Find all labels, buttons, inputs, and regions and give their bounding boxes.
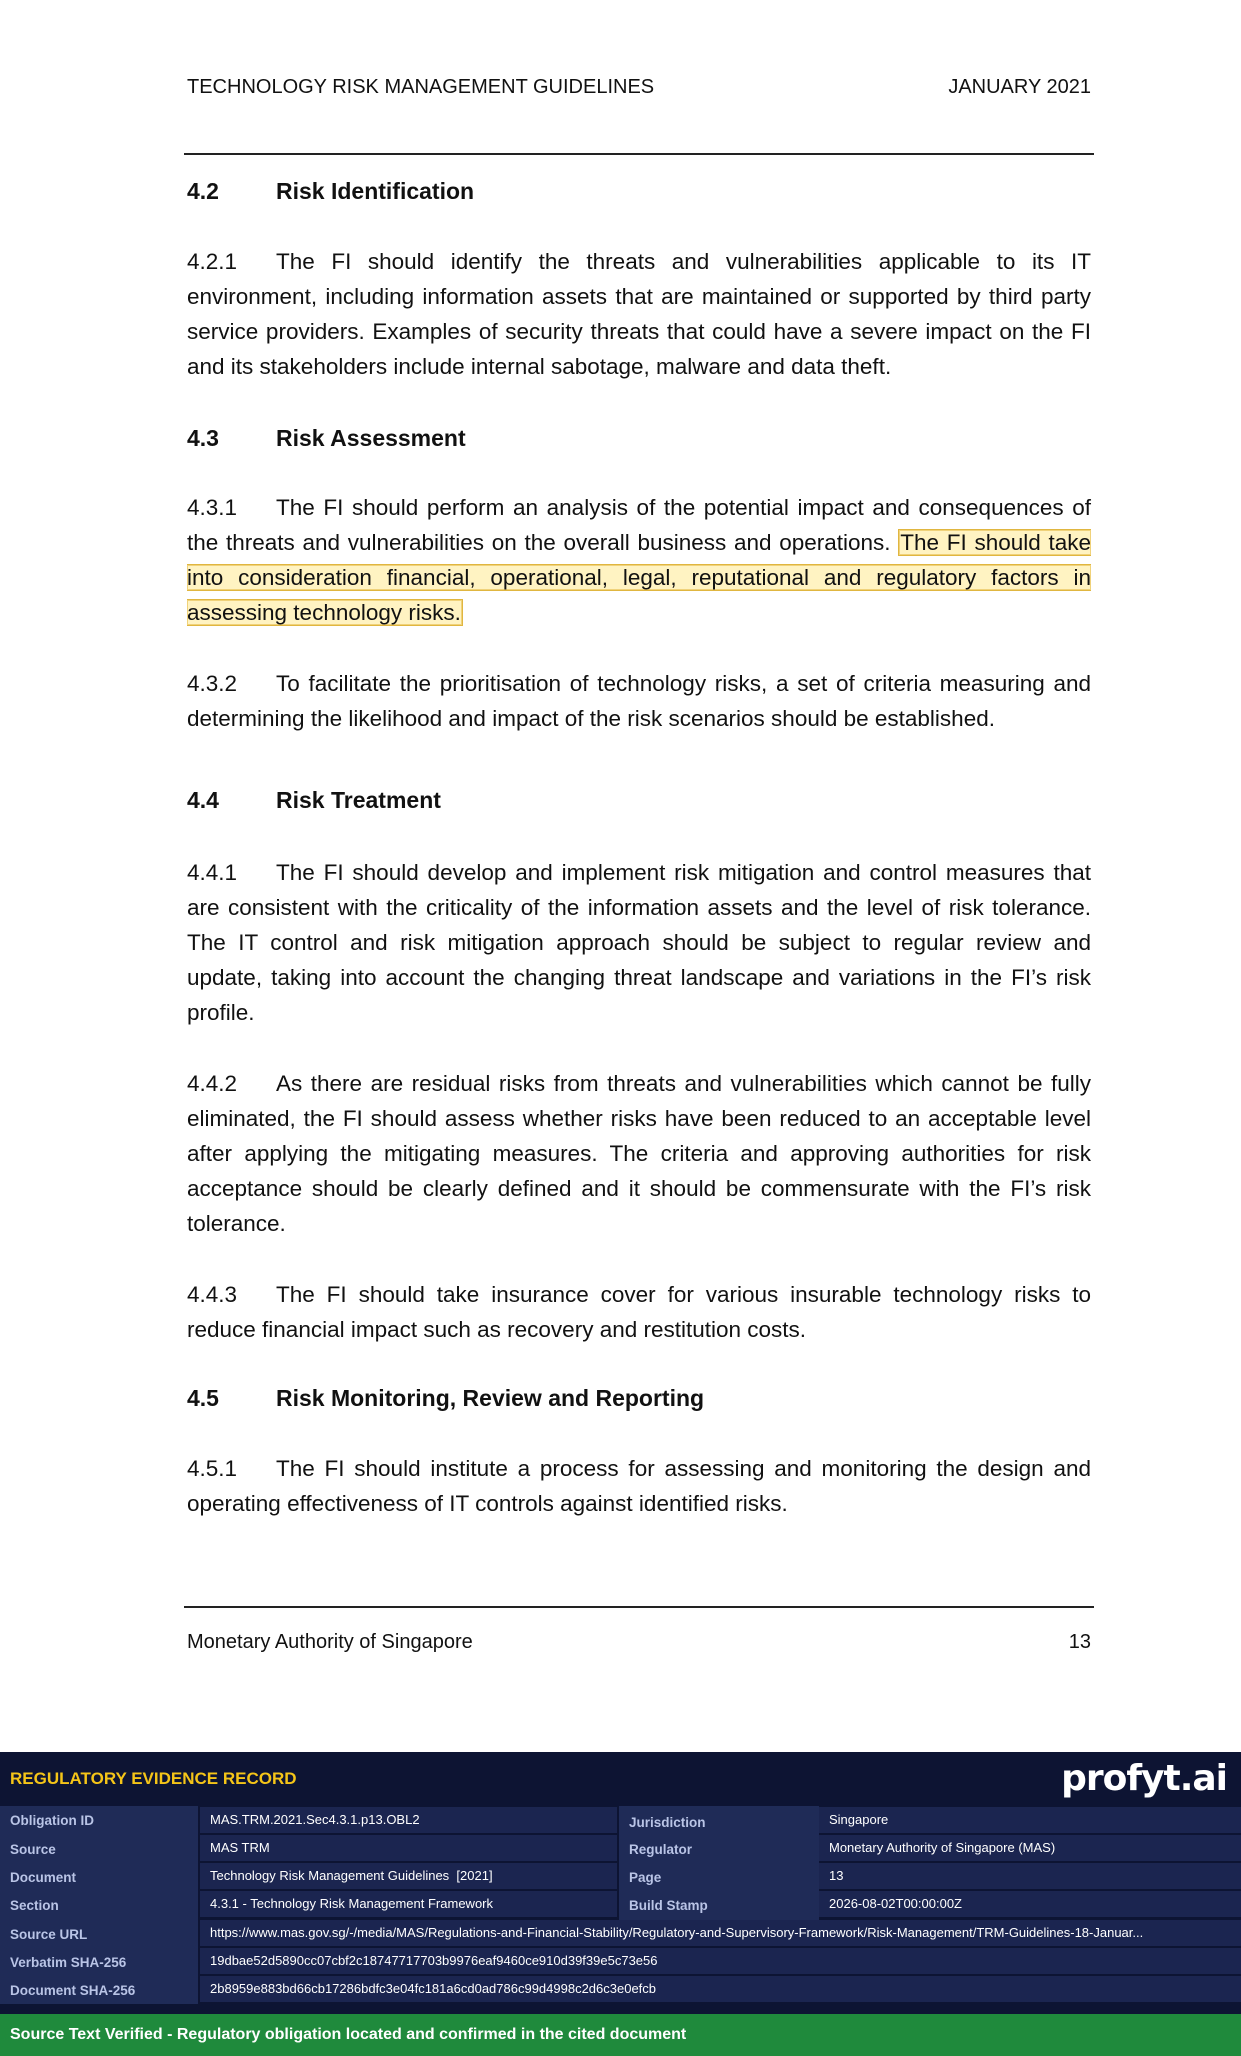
paragraph-4-4-1: [187, 855, 1091, 1030]
value-jurisdiction: Singapore: [819, 1807, 1241, 1833]
section-heading-4-3: [187, 425, 466, 452]
section-title: Risk Monitoring, Review and Reporting: [276, 1385, 705, 1411]
label-jurisdiction: Jurisdiction: [629, 1815, 706, 1830]
value-source-url[interactable]: https://www.mas.gov.sg/-/media/MAS/Regulations-and-Financial-Stability/Regulatory-and-Supervisory-Framework/Risk-Management/TRM-Guidelines-18-Januar...: [200, 1920, 1241, 1946]
section-title: Risk Treatment: [276, 787, 441, 813]
paragraph-4-2-1: [187, 244, 1091, 384]
value-build-stamp: 2026-08-02T00:00:00Z: [819, 1891, 1241, 1917]
paragraph-number: 4.4.2: [187, 1071, 238, 1096]
value-document-sha: 2b8959e883bd66cb17286bdfc3e04fc181a6cd0ad786c99d4998c2d6c3e0efcb: [200, 1976, 1241, 2002]
header-title: TECHNOLOGY RISK MANAGEMENT GUIDELINES: [187, 76, 655, 98]
label-source-url: Source URL: [10, 1927, 88, 1942]
value-verbatim-sha: 19dbae52d5890cc07cbf2c18747717703b9976eaf9460ce910d39f39e5c73e56: [200, 1948, 1241, 1974]
footer-org: Monetary Authority of Singapore: [187, 1631, 473, 1653]
label-build-stamp: Build Stamp: [629, 1898, 708, 1913]
highlighted-obligation-text: The FI should take into consideration financial, operational, legal, reputational and regulatory factors in assessing technology risks.: [187, 530, 1091, 625]
paragraph-number: 4.3.1: [187, 495, 238, 520]
section-number: 4.5: [187, 1385, 219, 1411]
value-section: 4.3.1 - Technology Risk Management Framework: [200, 1891, 617, 1917]
section-number: 4.2: [187, 178, 219, 204]
record-title: REGULATORY EVIDENCE RECORD: [10, 1769, 297, 1788]
label-obligation-id: Obligation ID: [10, 1813, 94, 1828]
verification-banner: Source Text Verified - Regulatory obligation located and confirmed in the cited document: [0, 2014, 1241, 2056]
label-verbatim-sha: Verbatim SHA-256: [10, 1955, 127, 1970]
label-document-sha: Document SHA-256: [10, 1983, 136, 1998]
section-heading-4-5: [187, 1385, 704, 1412]
label-source: Source: [10, 1842, 56, 1857]
value-source: MAS TRM: [200, 1835, 617, 1861]
section-title: Risk Assessment: [276, 425, 466, 451]
section-title: Risk Identification: [276, 178, 475, 204]
paragraph-number: 4.4.3: [187, 1282, 238, 1307]
header-rule: [184, 153, 1094, 155]
section-heading-4-4: [187, 787, 441, 814]
paragraph-number: 4.4.1: [187, 860, 238, 885]
paragraph-4-5-1: [187, 1451, 1091, 1521]
paragraph-text: The FI should take insurance cover for various insurable technology risks to reduce financial impact such as recovery and restitution costs.: [187, 1282, 1091, 1342]
label-section: Section: [10, 1898, 59, 1913]
page-number: 13: [1068, 1631, 1091, 1653]
value-document: Technology Risk Management Guidelines [2021]: [200, 1863, 617, 1889]
section-number: 4.3: [187, 425, 219, 451]
paragraph-number: 4.2.1: [187, 249, 238, 274]
value-obligation-id: MAS.TRM.2021.Sec4.3.1.p13.OBL2: [200, 1807, 617, 1833]
value-page: 13: [819, 1863, 1241, 1889]
label-page: Page: [629, 1870, 662, 1885]
paragraph-text: To facilitate the prioritisation of technology risks, a set of criteria measuring and determining the likelihood and impact of the risk scenarios should be established.: [187, 671, 1091, 731]
paragraph-text: As there are residual risks from threats and vulnerabilities which cannot be fully eliminated, the FI should assess whether risks have been reduced to an acceptable level after applying the mitigating measures. The criteria and approving authorities for risk acceptance should be clearly defined and it should be commensurate with the FI’s risk tolerance.: [187, 1071, 1091, 1236]
paragraph-number: 4.5.1: [187, 1456, 238, 1481]
paragraph-text: The FI should perform an analysis of the potential impact and consequences of the threats and vulnerabilities on the overall business and operations.: [187, 495, 1091, 555]
paragraph-4-4-3: [187, 1277, 1091, 1347]
paragraph-4-4-2: [187, 1066, 1091, 1241]
header-date: JANUARY 2021: [948, 76, 1091, 98]
section-heading-4-2: [187, 178, 474, 205]
paragraph-text: The FI should identify the threats and vulnerabilities applicable to its IT environment, including information assets that are maintained or supported by third party service providers. Examples of security threats that could have a severe impact on the FI and its stakeholders include internal sabotage, malware and data theft.: [187, 249, 1091, 379]
paragraph-number: 4.3.2: [187, 671, 238, 696]
paragraph-4-3-1: [187, 490, 1091, 630]
footer-rule: [184, 1606, 1094, 1608]
label-regulator: Regulator: [629, 1842, 693, 1857]
value-regulator: Monetary Authority of Singapore (MAS): [819, 1835, 1241, 1861]
paragraph-4-3-2: [187, 666, 1091, 736]
section-number: 4.4: [187, 787, 219, 813]
paragraph-text: The FI should develop and implement risk mitigation and control measures that are consistent with the criticality of the information assets and the level of risk tolerance. The IT control and risk mitigation approach should be subject to regular review and update, taking into account the changing threat landscape and variations in the FI’s risk profile.: [187, 860, 1091, 1025]
paragraph-text: The FI should institute a process for assessing and monitoring the design and operating effectiveness of IT controls against identified risks.: [187, 1456, 1091, 1516]
label-document: Document: [10, 1870, 77, 1885]
profyt-logo: profyt.ai: [1061, 1758, 1227, 1799]
